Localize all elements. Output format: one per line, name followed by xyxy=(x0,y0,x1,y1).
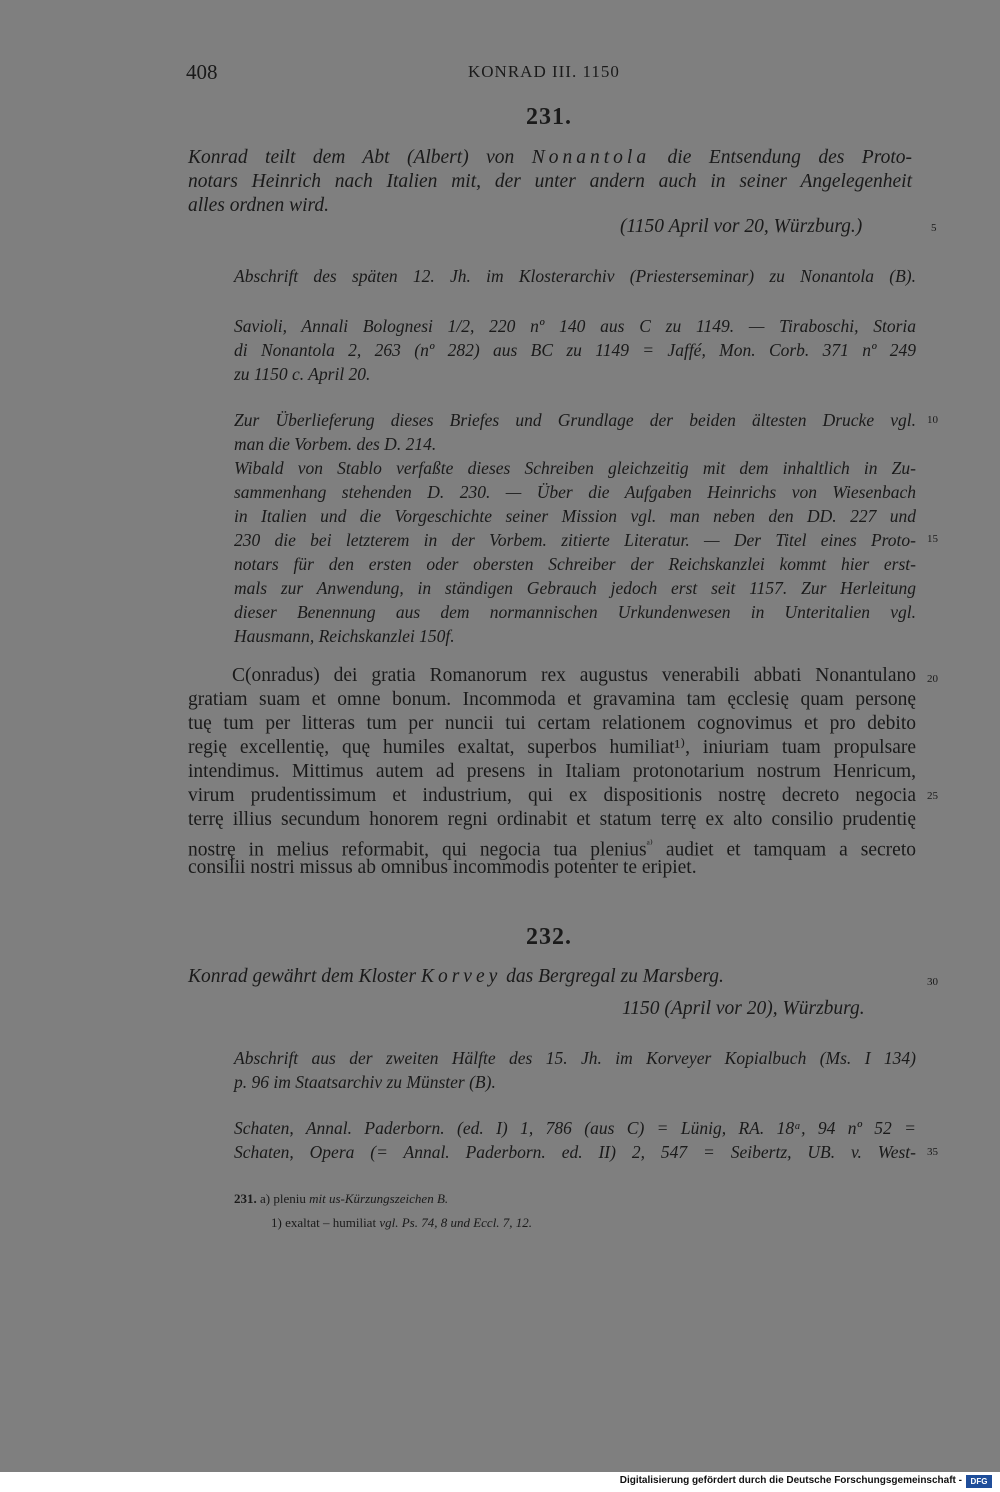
date-232: 1150 (April vor 20), Würzburg. xyxy=(622,998,865,1019)
line-number: 30 xyxy=(927,976,938,988)
document-number-231: 231. xyxy=(526,104,572,130)
summary-line: Konrad teilt dem Abt (Albert) von Nonantola die Entsendung des Proto- xyxy=(188,147,912,168)
document-number-232: 232. xyxy=(526,924,572,950)
text-line: terrę illius secundum honorem regni ordinabit et statum terrę ex alto consilio prudentię xyxy=(188,809,916,830)
dfg-logo: DFG xyxy=(966,1475,992,1488)
line-number: 20 xyxy=(927,673,938,685)
summary-232: Konrad gewährt dem Kloster Korvey das Bergregal zu Marsberg. xyxy=(188,966,724,987)
text-line: gratiam suam et omne bonum. Incommoda et gravamina tam ęcclesię quam personę xyxy=(188,689,916,710)
line-number: 10 xyxy=(927,414,938,426)
text-line: nostrę in melius reformabit, qui negocia tua plenius$^{ᵃ^)}$ audiet et tamquam a secreto xyxy=(188,837,916,861)
editions-232 xyxy=(234,1116,916,1164)
commentary-line: 230 die bei letzterem in der Vorbem. zitierte Literatur. — Der Titel eines Proto- xyxy=(234,530,916,550)
date-231: (1150 April vor 20, Würzburg.) xyxy=(620,216,863,237)
edition-line: Schaten, Opera (= Annal. Paderborn. ed. II) 2, 547 = Seibertz, UB. v. West- xyxy=(234,1142,916,1162)
footnote-a: 231. a) pleniu mit us-Kürzungszeichen B. xyxy=(234,1191,449,1206)
text-line: consilii nostri missus ab omnibus incommodis potenter te eripiet. xyxy=(188,857,697,878)
commentary-231 xyxy=(234,408,916,648)
text-line: regię excellentię, quę humiles exaltat, superbos humiliat¹⁾, iniuriam tuam propulsare xyxy=(188,737,916,758)
page-number: 408 xyxy=(186,60,218,84)
commentary-line: dieser Benennung aus dem normannischen Urkundenwesen in Unteritalien vgl. xyxy=(234,602,916,622)
commentary-line: Wibald von Stablo verfaßte dieses Schreiben gleichzeitig mit dem inhaltlich in Zu- xyxy=(234,458,916,478)
summary-line: alles ordnen wird. xyxy=(188,195,330,216)
text-line: C(onradus) dei gratia Romanorum rex augustus venerabili abbati Nonantulano xyxy=(232,665,916,686)
tradition-231 xyxy=(234,264,916,288)
commentary-line: notars für den ersten oder obersten Schreiber der Reichskanzlei kommt hier erst- xyxy=(234,554,916,574)
edition-line: Schaten, Annal. Paderborn. (ed. I) 1, 786 (aus C) = Lünig, RA. 18ᵃ, 94 nº 52 = xyxy=(234,1118,916,1138)
footnote-marker-a: ᵃ⁾ xyxy=(646,837,653,851)
commentary-line: Hausmann, Reichskanzlei 150f. xyxy=(234,626,455,646)
place-name: Korvey xyxy=(420,966,502,987)
running-title: KONRAD III. 1150 xyxy=(468,62,620,81)
text-line: intendimus. Mittimus autem ad presens in Italiam protonotarium nostrum Henricum, xyxy=(188,761,916,782)
line-number: 5 xyxy=(931,222,937,234)
edition-line: di Nonantola 2, 263 (nº 282) aus BC zu 1149 = Jaffé, Mon. Corb. 371 nº 249 xyxy=(234,340,916,360)
edition-line: Savioli, Annali Bolognesi 1/2, 220 nº 140 aus C zu 1149. — Tiraboschi, Storia xyxy=(234,316,916,336)
commentary-line: man die Vorbem. des D. 214. xyxy=(234,434,437,454)
funding-credit: Digitalisierung gefördert durch die Deutsche Forschungsgemeinschaft - xyxy=(619,1475,962,1486)
commentary-line: sammenhang stehenden D. 230. — Über die Aufgaben Heinrichs von Wiesenbach xyxy=(234,482,916,502)
place-name: Nonantola xyxy=(531,147,651,168)
commentary-line: in Italien und die Vorgeschichte seiner Mission vgl. man neben den DD. 227 und xyxy=(234,506,916,526)
line-number: 25 xyxy=(927,790,938,802)
text-line: virum prudentissimum et industrium, qui ex dispositionis nostrę decreto negocia xyxy=(188,785,916,806)
summary-231 xyxy=(188,146,912,218)
tradition-line: Abschrift des späten 12. Jh. im Klosterarchiv (Priesterseminar) zu Nonantola (B). xyxy=(234,266,916,286)
editions-231 xyxy=(234,314,916,386)
tradition-line: p. 96 im Staatsarchiv zu Münster (B). xyxy=(234,1072,496,1092)
summary-line: notars Heinrich nach Italien mit, der unter andern auch in seiner Angelegenheit xyxy=(188,171,912,192)
line-number: 15 xyxy=(927,533,938,545)
footer-bar xyxy=(0,1472,1000,1492)
edition-line: zu 1150 c. April 20. xyxy=(234,364,371,384)
footnote-1: 1) exaltat – humiliat vgl. Ps. 74, 8 und Eccl. 7, 12. xyxy=(271,1215,533,1230)
tradition-line: Abschrift aus der zweiten Hälfte des 15. Jh. im Korveyer Kopialbuch (Ms. I 134) xyxy=(234,1048,916,1068)
line-number: 35 xyxy=(927,1146,938,1158)
charter-text-231 xyxy=(188,664,916,880)
text-line: tuę tum per litteras tum per nuncii tui certam relationem cognovimus et pro debito xyxy=(188,713,916,734)
tradition-232 xyxy=(234,1046,916,1094)
commentary-line: mals zur Anwendung, in ständigen Gebrauch jedoch erst seit 1157. Zur Herleitung xyxy=(234,578,916,598)
commentary-line: Zur Überlieferung dieses Briefes und Grundlage der beiden ältesten Drucke vgl. xyxy=(234,410,916,430)
